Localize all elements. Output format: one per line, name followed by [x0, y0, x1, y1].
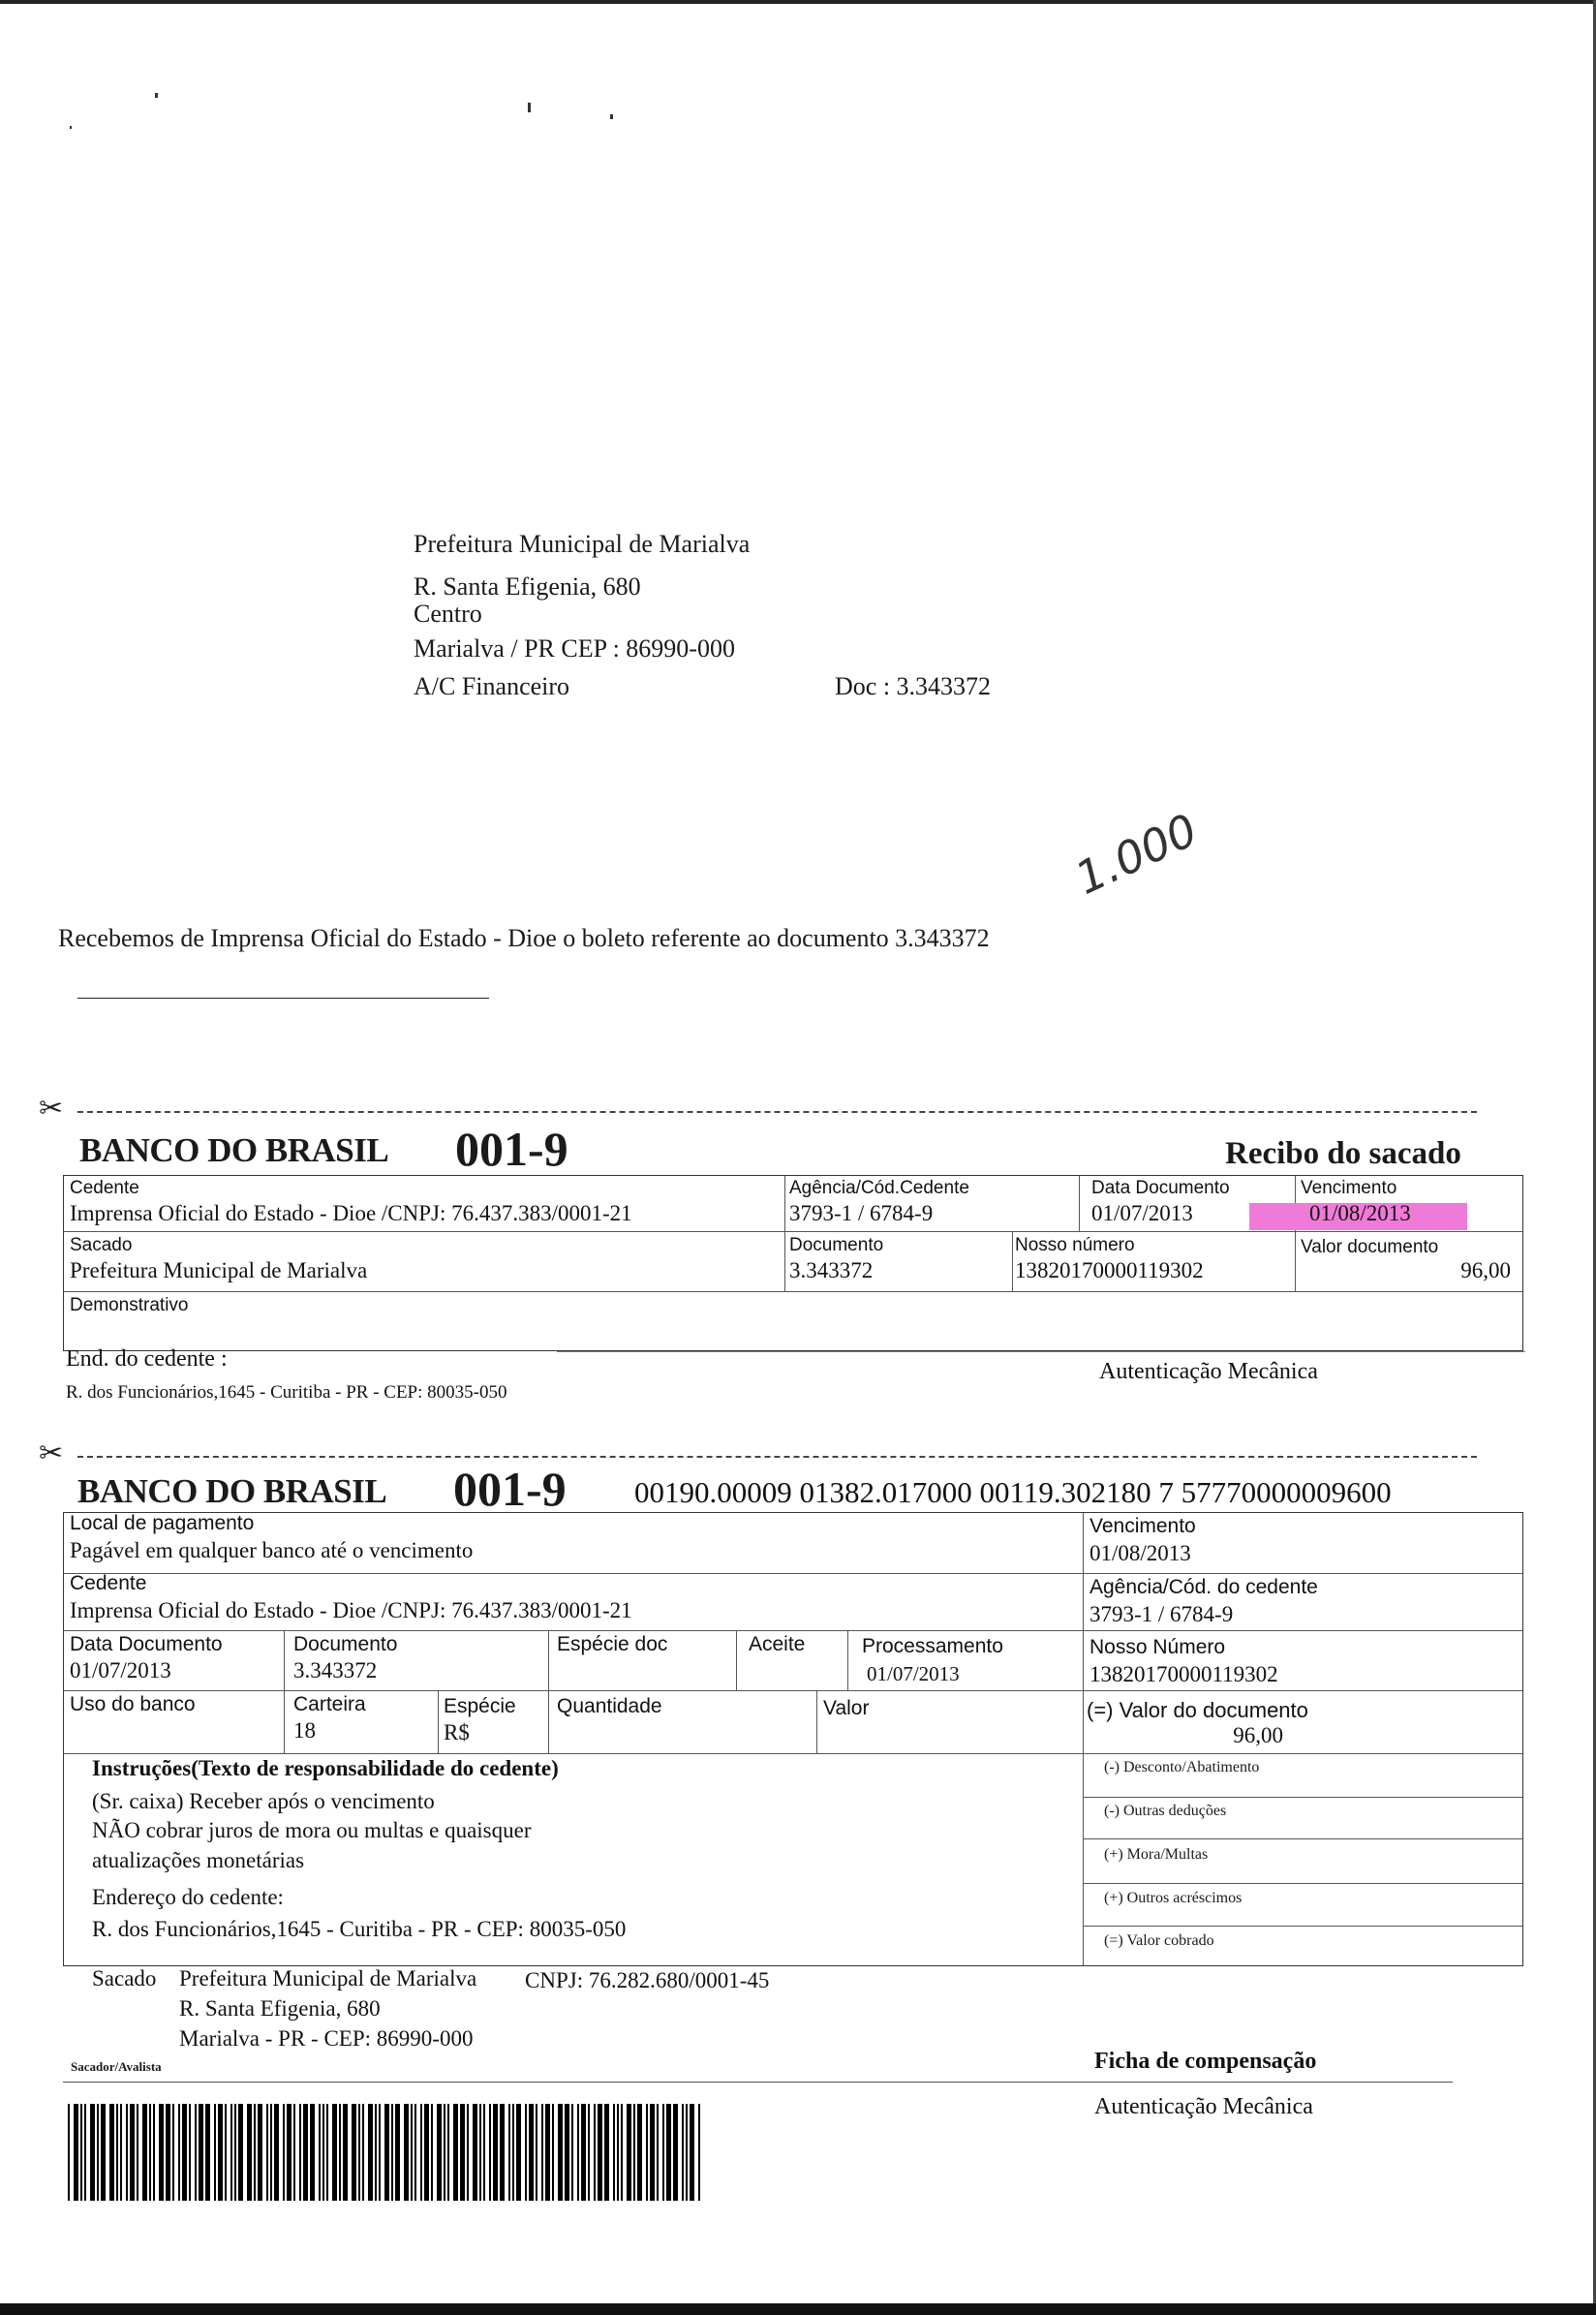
recibo-data-doc-label: Data Documento [1091, 1178, 1230, 1198]
ficha-nosso-numero-value: 13820170000119302 [1090, 1662, 1278, 1686]
ficha-col-divider [816, 1691, 817, 1753]
recibo-agencia-label: Agência/Cód.Cedente [789, 1178, 969, 1198]
ficha-sacado-label: Sacado [92, 1966, 157, 1991]
recibo-sacado-value: Prefeitura Municipal de Marialva [70, 1258, 368, 1282]
barcode-bar [453, 2104, 458, 2201]
recibo-sacado-label: Sacado [70, 1235, 133, 1255]
recibo-vencimento-label: Vencimento [1301, 1178, 1397, 1198]
barcode-bar [149, 2104, 151, 2201]
ficha-vencimento-label: Vencimento [1090, 1515, 1196, 1537]
recibo-col-divider [784, 1176, 785, 1291]
barcode-bar [516, 2104, 521, 2201]
recibo-title: Recibo do sacado [1225, 1136, 1461, 1171]
ficha-bank-code: 001-9 [453, 1462, 567, 1516]
barcode-bar [391, 2104, 393, 2201]
barcode-bar [682, 2104, 684, 2201]
ficha-vencimento-value: 01/08/2013 [1090, 1541, 1191, 1565]
handwritten-note: 1.000 [1067, 803, 1206, 905]
barcode-bar [214, 2104, 216, 2201]
barcode-bar [536, 2104, 537, 2201]
barcode-bar [274, 2104, 279, 2201]
endereco-cedente-value: R. dos Funcionários,1645 - Curitiba - PR - CEP: 80035-050 [92, 1917, 627, 1941]
barcode-bar [247, 2104, 252, 2201]
barcode-bar [558, 2104, 563, 2201]
deducao-divider [1084, 1883, 1522, 1884]
ficha-row-divider [64, 1573, 1522, 1574]
recibo-row-divider [64, 1231, 1522, 1232]
barcode-bar [319, 2104, 321, 2201]
barcode-bar [598, 2104, 602, 2201]
barcode-bar [299, 2104, 301, 2201]
barcode-bar [68, 2104, 70, 2201]
barcode-bar [529, 2104, 534, 2201]
ficha-data-doc-value: 01/07/2013 [70, 1658, 171, 1682]
instrucao-line: atualizações monetárias [92, 1848, 305, 1872]
ficha-sacado-name: Prefeitura Municipal de Marialva [179, 1966, 477, 1991]
receipt-statement: Recebemos de Imprensa Oficial do Estado - Dioe o boleto referente ao documento 3.343372 [58, 924, 990, 952]
recibo-autenticacao: Autenticação Mecânica [1099, 1359, 1318, 1384]
barcode-bar [303, 2104, 308, 2201]
ficha-processamento-value: 01/07/2013 [867, 1662, 960, 1685]
barcode-bar [343, 2104, 348, 2201]
ficha-aceite-label: Aceite [749, 1633, 806, 1655]
scissors-icon: ✂ [39, 1093, 64, 1125]
barcode-bar [431, 2104, 433, 2201]
barcode-bar [130, 2104, 135, 2201]
ficha-nosso-numero-label: Nosso Número [1090, 1636, 1226, 1658]
scan-top-edge [0, 0, 1596, 4]
ficha-carteira-label: Carteira [293, 1693, 366, 1715]
recibo-valor-doc-label: Valor documento [1301, 1237, 1439, 1257]
signature-line [77, 998, 489, 999]
barcode-bar [230, 2104, 232, 2201]
barcode-bar [594, 2104, 596, 2201]
barcode-bar [375, 2104, 377, 2201]
barcode-bar [565, 2104, 569, 2201]
barcode-bar [686, 2104, 688, 2201]
barcode-bar [178, 2104, 180, 2201]
barcode-bar [627, 2104, 631, 2201]
ficha-col-divider [847, 1631, 848, 1690]
ficha-valor-documento-value: 96,00 [1233, 1723, 1283, 1747]
document-number: Doc : 3.343372 [835, 672, 992, 700]
ficha-autenticacao: Autenticação Mecânica [1094, 2094, 1313, 2119]
barcode-bar [137, 2104, 138, 2201]
barcode-bar [332, 2104, 337, 2201]
ficha-row-divider [64, 1690, 1522, 1691]
address-city: Marialva / PR CEP : 86990-000 [414, 634, 735, 663]
barcode-bar [84, 2104, 86, 2201]
acrescimo-mora: (+) Mora/Multas [1104, 1846, 1209, 1863]
ficha-col-divider [548, 1631, 549, 1753]
recibo-end-cedente-value: R. dos Funcionários,1645 - Curitiba - PR - CEP: 80035-050 [66, 1382, 507, 1403]
barcode-bar [97, 2104, 99, 2201]
barcode-bar [254, 2104, 256, 2201]
barcode-bar [166, 2104, 170, 2201]
barcode-bar [218, 2104, 223, 2201]
barcode-bar [368, 2104, 373, 2201]
barcode-bar [460, 2104, 465, 2201]
barcode-bar [283, 2104, 285, 2201]
barcode-bar [101, 2104, 106, 2201]
ficha-row-divider [64, 1753, 1522, 1754]
barcode-bar [189, 2104, 191, 2201]
recibo-demonstrativo-label: Demonstrativo [70, 1295, 189, 1315]
recibo-col-divider [1079, 1176, 1080, 1231]
scan-speck [155, 93, 158, 98]
endereco-cedente-label: Endereço do cedente: [92, 1885, 284, 1909]
linha-digitavel: 00190.00009 01382.017000 00119.302180 7 57770000009600 [634, 1475, 1392, 1509]
barcode-bar [258, 2104, 262, 2201]
instrucoes-title: Instruções(Texto de responsabilidade do cedente) [92, 1756, 559, 1780]
barcode-bar [358, 2104, 360, 2201]
sacado-bottom-line [63, 2082, 1453, 2083]
recibo-nosso-numero-value: 13820170000119302 [1015, 1258, 1204, 1282]
barcode-bar [234, 2104, 236, 2201]
barcode-bar [646, 2104, 648, 2201]
barcode-bar [199, 2104, 203, 2201]
acrescimo-outros: (+) Outros acréscimos [1104, 1890, 1243, 1906]
ficha-quantidade-label: Quantidade [557, 1695, 662, 1717]
barcode-bar [322, 2104, 324, 2201]
barcode-bar [637, 2104, 642, 2201]
barcode-bar [153, 2104, 155, 2201]
barcode-bar [159, 2104, 164, 2201]
barcode-bar [205, 2104, 210, 2201]
barcode-bar [362, 2104, 364, 2201]
recibo-col-divider [1295, 1176, 1296, 1291]
barcode-bar [552, 2104, 554, 2201]
barcode-bar [424, 2104, 429, 2201]
instrucao-line: NÃO cobrar juros de mora ou multas e quaisquer [92, 1818, 532, 1842]
barcode-bar [650, 2104, 655, 2201]
barcode-bar [395, 2104, 400, 2201]
barcode-bar [126, 2104, 128, 2201]
barcode-bar [479, 2104, 481, 2201]
ficha-local-pagamento-label: Local de pagamento [70, 1512, 255, 1534]
ficha-valor-label: Valor [823, 1697, 870, 1719]
barcode-bar [467, 2104, 469, 2201]
barcode-bar [673, 2104, 678, 2201]
barcode-bar [182, 2104, 187, 2201]
ficha-carteira-value: 18 [293, 1718, 316, 1743]
barcode-bar [270, 2104, 272, 2201]
recibo-bank-code: 001-9 [455, 1122, 568, 1176]
barcode-bar [581, 2104, 586, 2201]
barcode-bar [266, 2104, 268, 2201]
ficha-processamento-label: Processamento [862, 1635, 1003, 1657]
barcode-bar [657, 2104, 659, 2201]
barcode-bar [613, 2104, 615, 2201]
barcode-bar [404, 2104, 409, 2201]
recibo-vencimento-value: 01/08/2013 [1309, 1201, 1411, 1225]
barcode-bar [437, 2104, 442, 2201]
ficha-sacado-street: R. Santa Efigenia, 680 [179, 1996, 381, 2021]
ficha-uso-banco-label: Uso do banco [70, 1693, 196, 1715]
ficha-right-column-divider [1083, 1513, 1084, 1965]
barcode-bar [489, 2104, 491, 2201]
valor-cobrado: (=) Valor cobrado [1104, 1932, 1214, 1949]
barcode-bar [690, 2104, 694, 2201]
address-org: Prefeitura Municipal de Marialva [414, 530, 751, 558]
scan-bottom-edge [0, 2303, 1596, 2315]
barcode-bar [74, 2104, 78, 2201]
barcode-bar [379, 2104, 381, 2201]
barcode [68, 2104, 850, 2201]
ficha-cedente-value: Imprensa Oficial do Estado - Dioe /CNPJ: 76.437.383/0001-21 [70, 1598, 632, 1622]
barcode-bar [90, 2104, 95, 2201]
ficha-compensacao-title: Ficha de compensação [1094, 2049, 1317, 2074]
barcode-bar [326, 2104, 328, 2201]
recibo-valor-doc-value: 96,00 [1460, 1258, 1511, 1282]
recibo-agencia-value: 3793-1 / 6784-9 [789, 1201, 934, 1225]
barcode-bar [662, 2104, 664, 2201]
recibo-auth-line [557, 1351, 1525, 1352]
deducao-desconto: (-) Desconto/Abatimento [1104, 1759, 1260, 1775]
ficha-bank-name: BANCO DO BRASIL [77, 1472, 387, 1510]
sacador-avalista-label: Sacador/Avalista [71, 2059, 162, 2074]
recibo-data-doc-value: 01/07/2013 [1091, 1201, 1193, 1225]
barcode-bar [172, 2104, 174, 2201]
barcode-bar [473, 2104, 477, 2201]
ficha-agencia-value: 3793-1 / 6784-9 [1090, 1602, 1234, 1626]
barcode-bar [541, 2104, 543, 2201]
ficha-sacado-city: Marialva - PR - CEP: 86990-000 [179, 2026, 474, 2051]
barcode-bar [225, 2104, 227, 2201]
ficha-documento-label: Documento [293, 1633, 398, 1655]
barcode-bar [310, 2104, 315, 2201]
barcode-bar [195, 2104, 197, 2201]
barcode-bar [493, 2104, 498, 2201]
barcode-bar [483, 2104, 485, 2201]
ficha-agencia-label: Agência/Cód. do cedente [1090, 1576, 1318, 1598]
recibo-row-divider [64, 1291, 1522, 1292]
ficha-row-divider [64, 1630, 1522, 1631]
ficha-data-doc-label: Data Documento [70, 1633, 223, 1655]
cut-line [77, 1111, 1477, 1113]
barcode-bar [617, 2104, 619, 2201]
barcode-bar [384, 2104, 389, 2201]
instrucao-line: (Sr. caixa) Receber após o vencimento [92, 1789, 435, 1813]
ficha-especie-value: R$ [444, 1720, 470, 1744]
recibo-nosso-numero-label: Nosso número [1015, 1235, 1135, 1255]
scan-speck [528, 103, 531, 112]
barcode-bar [116, 2104, 118, 2201]
ficha-especie-label: Espécie [444, 1695, 516, 1717]
barcode-bar [238, 2104, 243, 2201]
recibo-col-divider [1012, 1232, 1013, 1291]
barcode-bar [80, 2104, 82, 2201]
ficha-col-divider [736, 1631, 737, 1690]
barcode-bar [512, 2104, 514, 2201]
address-attn: A/C Financeiro [414, 672, 570, 700]
barcode-bar [444, 2104, 445, 2201]
ficha-valor-documento-label: (=) Valor do documento [1087, 1698, 1308, 1722]
recibo-cedente-label: Cedente [70, 1178, 139, 1198]
ficha-cedente-label: Cedente [70, 1572, 147, 1594]
barcode-bar [287, 2104, 292, 2201]
barcode-bar [545, 2104, 550, 2201]
recibo-cedente-value: Imprensa Oficial do Estado - Dioe /CNPJ: 76.437.383/0001-21 [70, 1201, 632, 1225]
barcode-bar [633, 2104, 635, 2201]
recibo-documento-label: Documento [789, 1235, 884, 1255]
barcode-bar [571, 2104, 573, 2201]
barcode-bar [604, 2104, 609, 2201]
barcode-bar [339, 2104, 341, 2201]
cut-line [77, 1456, 1477, 1458]
deducao-divider [1084, 1926, 1522, 1927]
ficha-col-divider [438, 1691, 439, 1753]
barcode-bar [666, 2104, 671, 2201]
barcode-bar [120, 2104, 122, 2201]
ficha-local-pagamento-value: Pagável em qualquer banco até o vencimento [70, 1538, 474, 1562]
scan-speck [70, 126, 72, 129]
ficha-especie-doc-label: Espécie doc [557, 1633, 668, 1655]
barcode-bar [420, 2104, 422, 2201]
scissors-icon: ✂ [39, 1437, 64, 1469]
recibo-documento-value: 3.343372 [789, 1258, 874, 1282]
scan-speck [610, 114, 613, 119]
barcode-bar [447, 2104, 449, 2201]
recibo-end-cedente-label: End. do cedente : [66, 1346, 228, 1372]
barcode-bar [525, 2104, 527, 2201]
barcode-bar [142, 2104, 147, 2201]
ficha-col-divider [284, 1631, 285, 1753]
barcode-bar [698, 2104, 700, 2201]
address-district: Centro [414, 600, 482, 628]
barcode-bar [293, 2104, 295, 2201]
recibo-bank-name: BANCO DO BRASIL [79, 1131, 389, 1169]
barcode-bar [588, 2104, 590, 2201]
deducao-outras: (-) Outras deduções [1104, 1803, 1227, 1819]
barcode-bar [508, 2104, 510, 2201]
ficha-documento-value: 3.343372 [293, 1658, 378, 1682]
barcode-bar [109, 2104, 114, 2201]
barcode-bar [577, 2104, 579, 2201]
barcode-bar [500, 2104, 505, 2201]
barcode-bar [414, 2104, 416, 2201]
deducao-divider [1084, 1838, 1522, 1839]
ficha-sacado-cnpj: CNPJ: 76.282.680/0001-45 [525, 1968, 770, 1992]
deducao-divider [1084, 1797, 1522, 1798]
barcode-bar [411, 2104, 413, 2201]
barcode-bar [621, 2104, 623, 2201]
barcode-bar [352, 2104, 356, 2201]
address-street: R. Santa Efigenia, 680 [414, 572, 641, 601]
